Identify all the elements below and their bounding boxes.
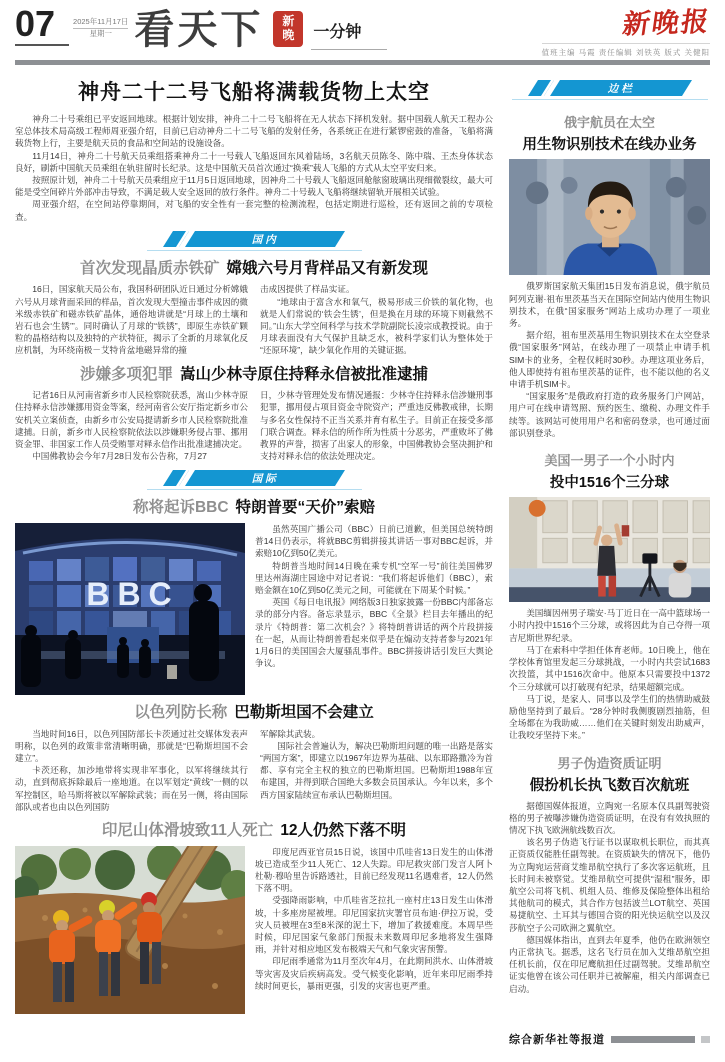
- section-banner-international: [147, 470, 362, 490]
- paragraph: 神舟二十号乘组已平安返回地球。根据计划安排，神舟二十二号飞船将在无人状态下择机发射。据中国载人航天工程办公室总体技术局高级工程师周亚强介绍，目前已启动神舟二十二号飞船的发射任务，各系统正在进行紧锣密鼓的准备，飞船将满载货物上行，主要是航天员的食品和空间站的设施设备。: [15, 114, 493, 149]
- paragraph: 马丁说，是家人、同事以及学生们的热情助威鼓励他坚持到了最后。“28分钟时我侧腹剧烈抽筋，但全场都在为我助威……他们在关键时刻发出助威声，让我咬牙坚持下来。”: [509, 693, 710, 741]
- article-shenzhou: [15, 76, 493, 223]
- headline-kicker: 以色列防长称: [134, 704, 228, 722]
- headline-title: 12人仍然下落不明: [280, 822, 407, 840]
- seal-char-bottom: 晚: [282, 28, 295, 42]
- article-body: [509, 607, 710, 741]
- article-body: [15, 728, 493, 813]
- paragraph: 受强降雨影响，中爪哇省芝拉扎一座村庄13日发生山体滑坡，十多座房屋被埋。印尼国家抗灾署官员布迪·伊拉万说，受灾人员被埋在3至8米深的泥土下，增加了救援难度。本周早些时候，印尼国家气象部门预报未来数周印尼多地将发生强降雨，并针对相应地区发布极端天气和气象灾害预警。: [255, 895, 493, 955]
- headline: [509, 450, 710, 492]
- headline: [15, 704, 493, 723]
- banner-label: 国内: [251, 233, 279, 246]
- article-body: [15, 283, 493, 356]
- paragraph: 周亚强介绍，在空间站停靠期间，对飞船的安全性有一套完整的检测流程，包括定期进行巡检，还有返回之前的专项检查。: [15, 199, 493, 222]
- article-change6: [15, 260, 493, 357]
- article-basketball: [509, 443, 710, 741]
- headline-title: 巴勒斯坦国不会建立: [234, 704, 374, 722]
- basketball-illustration: [509, 497, 710, 602]
- section-subtitle: 一分钟: [311, 19, 387, 50]
- paragraph: 按照原计划，神舟二十号航天员乘组应于11月5日返回地球，因神舟二十号载人飞船返回舱舷窗玻璃出现细微裂纹，最大可能是受空间碎片外部冲击导致，不满足载人安全返回的放行条件。神舟二十号载人飞船将继续留轨开展相关试验。: [15, 175, 493, 198]
- bbc-night-scene-illustration: [15, 523, 245, 695]
- source-credit: [509, 1023, 710, 1047]
- banner-slash-icon: [528, 80, 554, 96]
- headline: [509, 112, 710, 154]
- article-cosmonaut: [509, 105, 710, 439]
- paragraph: 据介绍，祖布里茨基用生物识别技术在太空登录俄“国家服务”网站，在线办理了一项禁止申请手机SIM卡的业务，全程仅耗时30秒。办理这项业务后，他人即使持有祖布里茨基的证件，也不能以他的名义申请手机SIM卡。: [509, 330, 710, 390]
- headline: [15, 260, 493, 279]
- landslide-scene-illustration: [15, 846, 245, 1014]
- headline: [509, 753, 710, 795]
- paragraph: 国际社会普遍认为，解决巴勒斯坦问题的唯一出路是落实“两国方案”，即建立以1967年边界为基础、以东耶路撒冷为首都、享有完全主权的独立的巴勒斯坦国。巴勒斯坦1988年宣布建国，并得到联合国绝大多数会员国承认。今年以来，多个西方国家陆续宣布承认巴勒斯坦国。: [260, 740, 493, 800]
- lead-body: [15, 113, 493, 223]
- section-banner-sidebar: [512, 80, 708, 100]
- text-column-1: [15, 283, 248, 356]
- paragraph: 德国媒体指出，直到去年夏季，他仍在欧洲领空内正常执飞。据悉，这名飞行员在加入艾维昂航空担任机长前，仅在印尼鹰航担任过副驾驶。艾维昂航空证实他曾在该公司任职并已被解雇，相关内部调查已启动。: [509, 934, 710, 994]
- article-fake-pilot: [509, 746, 710, 995]
- headline-kicker: 涉嫌多项犯罪: [79, 365, 173, 383]
- text-column-2: [260, 283, 493, 356]
- bbc-building-photo: [15, 523, 245, 695]
- masthead-logo: 新晚报: [620, 6, 713, 41]
- headline-kicker: 俄宇航员在太空: [563, 115, 655, 130]
- paragraph: 中国佛教协会今年7月28日发布公告称，7月27: [32, 451, 207, 462]
- banner-ribbon: [185, 470, 345, 486]
- footer-bar-cap: [701, 1036, 710, 1043]
- basketball-gym-photo: [509, 497, 710, 602]
- paragraph: 军解除其武装。: [260, 728, 321, 739]
- article-israel: [15, 704, 493, 813]
- banner-label: 国际: [251, 472, 279, 485]
- text-column-1: [15, 728, 248, 813]
- article-body: [15, 389, 493, 462]
- article-indonesia: [15, 822, 493, 1014]
- paragraph: 16日，国家航天局公布，我国科研团队近日通过分析嫦娥六号从月球背面采回的样品，首次发现大型撞击事件成因的微米级赤铁矿和磁赤铁矿晶体，通俗地讲就是“月球上的土壤和岩石也会‘生锈’”。同时确认了月球的“铁锈”，即原生赤铁矿颗粒的晶格结构以及独特的产状特征，揭示了全新的月球氧化反应机制，为环绕南极－艾特肯盆地磁异常的撞: [15, 284, 248, 356]
- article-body: [255, 523, 493, 669]
- headline-title: 投中1516个三分球: [549, 475, 670, 492]
- masthead-block: [541, 6, 713, 58]
- cosmonaut-portrait-photo: [509, 159, 710, 275]
- paragraph: 虽然英国广播公司（BBC）日前已道歉，但美国总统特朗普14日仍表示，将就BBC剪辑拼接其讲话一事对BBC起诉，并索赔10亿到50亿美元。: [255, 524, 493, 559]
- headline-title: 用生物识别技术在线办业务: [522, 137, 697, 153]
- paragraph: 印度尼西亚官员15日说，该国中爪哇省13日发生的山体滑坡已造成至少11人死亡、12人失踪。印尼救灾部门发言人阿卜杜勒·穆哈里告诉路透社，目前已经发现11名遇难者，12人仍然下落不明。: [255, 846, 493, 894]
- banner-label: 边栏: [607, 82, 634, 95]
- headline: [15, 822, 493, 841]
- section-banner-domestic: [147, 231, 362, 251]
- headline-kicker: 男子伪造资质证明: [557, 755, 662, 771]
- paragraph: “地球由于富含水和氧气，极易形成三价铁的氧化物，也就是人们常说的‘铁会生锈’，但是换在月球的环境下则截然不同。”山东大学空间科学与技术学院副院长凌宗成教授说。由于月球表面没有大气保护且缺乏水，被科学家们认为整体处于“还原环境”，缺少氧化作用的关键证据。: [260, 296, 493, 356]
- cosmonaut-illustration: [509, 159, 710, 275]
- paragraph: 11月14日，神舟二十号航天员乘组搭乘神舟二十一号载人飞船返回东风着陆场，3名航天员陈冬、陈中瑞、王杰身体状态良好，刷新中国航天员乘组在轨驻留时长纪录。这是中国航天员首次通过“换乘”载人飞船的方式从太空平安归来。: [15, 150, 493, 173]
- headline-kicker: 美国一男子一个小时内: [544, 453, 675, 469]
- headline-kicker: 印尼山体滑坡致11人死亡: [101, 822, 274, 840]
- date-block: [73, 17, 128, 39]
- weekday-text: 星期一: [89, 28, 112, 38]
- seal-char-top: 新: [282, 14, 295, 29]
- section-title: 看天下: [134, 8, 264, 52]
- paragraph: “国家服务”是俄政府打造的政务服务门户网站，用户可在线申请驾照、预约医生、缴税、办理文件手续等。该网站可使用用户名和密码登录，也可通过面部识别登录。: [509, 391, 710, 438]
- paragraph: 卡茨还称，加沙地带将实现非军事化，以军将继续其行动，直到彻底拆除最后一座地道。在以军划定“黄线”一侧的以军控制区，哈马斯将被以军解除武装；而在另一侧，将由国际部队或者也由以色列国防: [15, 765, 248, 812]
- banner-ribbon: [550, 80, 692, 96]
- paragraph: 印尼雨季通常为11月至次年4月，在此期间洪水、山体滑坡等灾害及灾后疾病高发。受气候变化影响，近年来印尼雨季持续时间更长，暴雨更强，引发的灾害也更严重。: [255, 956, 493, 991]
- headline-kicker: 称将起诉BBC: [132, 499, 229, 517]
- article-body: [255, 846, 493, 992]
- article-body: [509, 280, 710, 439]
- footer-bar: [611, 1036, 695, 1043]
- main-column: [15, 72, 493, 1047]
- header-divider-bar: [15, 60, 710, 65]
- page-header: [15, 3, 713, 57]
- paragraph: 俄罗斯国家航天集团15日发布消息说，俄宇航员阿列克谢·祖布里茨基当天在国际空间站内使用生物识别技术，在俄“国家服务”网站上成功办理了一项业务。: [509, 281, 710, 329]
- paragraph: 该名男子伪造飞行证书以谋取机长职位，而其真正资质仅能胜任副驾驶。在资质缺失的情况下，他仍为立陶宛运营商艾维昂航空执行了多次客运航班，且长时间未被察觉。艾维昂航空可提供“湿租”服务，即航空公司将飞机、机组人员、维修及保险整体出租给其他航司的模式，其合作方包括波兰LOT航空、英国易捷航空、土耳其与德国合资的阳光快运航空以及汉莎航空子公司欧洲之翼航空。: [509, 837, 710, 933]
- headline: [15, 366, 493, 385]
- source-credit-text: 综合新华社等报道: [509, 1034, 605, 1046]
- date-text: 2025年11月17日: [73, 17, 128, 29]
- staff-credit-line: 值班主编 马霞 责任编辑 刘铁英 版式 关健阳: [542, 43, 710, 58]
- bbc-sign-text: BBC: [86, 576, 180, 613]
- landslide-rescue-photo: [15, 846, 245, 1014]
- paragraph: 当地时间16日，以色列国防部长卡茨通过社交媒体发表声明称，以色列的政策非常清晰明确，那就是“巴勒斯坦国不会建立”。: [15, 728, 248, 764]
- paragraph: 英国《每日电讯报》网络版3日独家披露一份BBC内部备忘录的部分内容。备忘录显示，BBC《全景》栏目去年播出的纪录片《特朗普：第二次机会？》将特朗普讲话的两个片段拼接在一起，从而让特朗普看起来似乎是在煽动支持者参与2021年1月6日的美国国会大厦骚乱事件。BBC拼接讲话引发巨大舆论争议。: [255, 597, 493, 669]
- page-number: 07: [15, 7, 69, 46]
- paragraph: 特朗普当地时间14日晚在乘专机“空军一号”前往美国佛罗里达州海湖庄园途中对记者说：“我们将起诉他们（BBC），索赔金额在10亿到50亿美元之间，可能就在下周某个时候。”: [255, 560, 493, 596]
- paragraph: 据德国媒体报道，立陶宛一名原本仅具副驾驶资格的男子被曝涉嫌伪造资质证明，在没有有效执照的情况下执飞欧洲航线数百次。: [509, 800, 710, 835]
- headline: [15, 499, 493, 518]
- headline-title: 嵩山少林寺原住持释永信被批准逮捕: [180, 365, 429, 383]
- headline-title: 假扮机长执飞数百次航班: [529, 777, 690, 794]
- lead-headline: 神舟二十二号飞船将满载货物上太空: [78, 81, 430, 104]
- sidebar-column: [509, 72, 710, 1047]
- banner-ribbon: [185, 231, 345, 247]
- text-column-2: [260, 389, 493, 462]
- text-column-2: [260, 728, 493, 813]
- paragraph: 日，少林寺管理处发布情况通报：少林寺住持释永信涉嫌刑事犯罪，挪用侵占项目资金寺院资产；严重违反佛教戒律，长期与多名女性保持不正当关系并育有私生子。目前正在接受多部门联合调查。释永信的所作所为性质十分恶劣，严重败坏了佛教界的声誉，损害了出家人的形象，中国佛教协会坚决拥护和支持对释永信的依法处理决定。: [260, 390, 493, 462]
- newspaper-seal-stamp: [273, 11, 303, 47]
- article-bbc: [15, 499, 493, 695]
- headline-title: 嫦娥六号月背样品又有新发现: [226, 259, 429, 277]
- paragraph: 美国缅因州男子瑞安·马丁近日在一高中篮球场一小时内投中1516个三分球，或将因此为自己夺得一项吉尼斯世界纪录。: [509, 608, 710, 643]
- article-shaolin: [15, 366, 493, 463]
- headline-title: 特朗普要“天价”索赔: [235, 499, 376, 517]
- paragraph: 记者16日从河南省新乡市人民检察院获悉，嵩山少林寺原住持释永信涉嫌挪用资金等案，经河南省公安厅指定新乡市公安机关立案侦查，由新乡市公安局提请新乡市人民检察院批准逮捕。日前，新乡市人民检察院依法以涉嫌职务侵占罪、挪用资金罪、非国家工作人员受贿罪对释永信作出批准逮捕决定。: [15, 390, 248, 450]
- paragraph: 击成因提供了样品实证。: [260, 284, 355, 295]
- article-body: [509, 800, 710, 995]
- text-column-1: [15, 389, 248, 462]
- paragraph: 马丁在索科中学担任体育老师。10日晚上，他在学校体育馆里发起三分球挑战，一小时内共尝试1683次投篮，其中1516次命中。他原本只需要投中1372个三分球就可以打破现有纪录，结果超额完成。: [509, 644, 710, 692]
- headline-kicker: 首次发现晶质赤铁矿: [79, 259, 220, 277]
